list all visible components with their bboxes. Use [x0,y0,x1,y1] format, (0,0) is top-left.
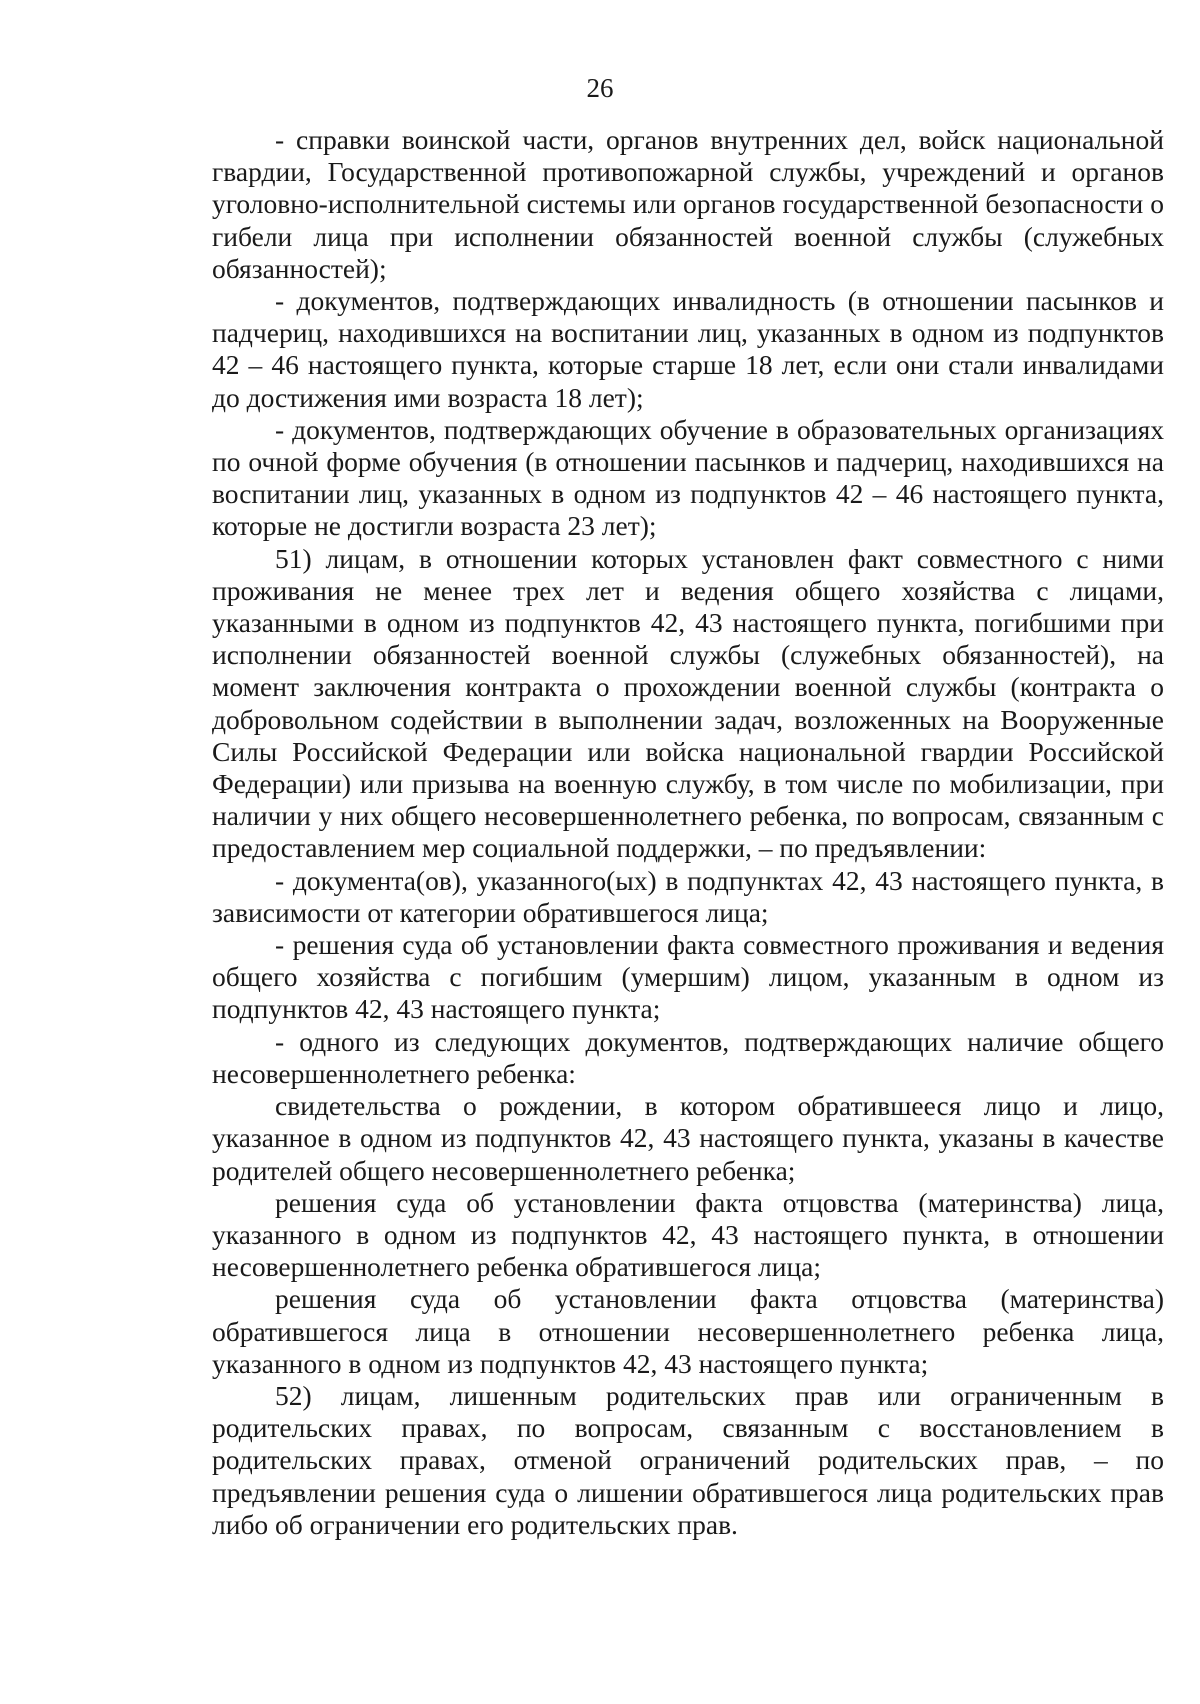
paragraph-paternity-decision-applicant: решения суда об установлении факта отцовства (материнства) обратившегося лица в отношении несовершеннолетнего ребенка лица, указанного в одном из подпунктов 42, 43 настоящего пункта; [212,1283,1164,1379]
paragraph-item-51: 51) лицам, в отношении которых установлен факт совместного с ними проживания не менее трех лет и ведения общего хозяйства с лицами, указанными в одном из подпунктов 42, 43 настоящего пункта, погибшими при исполнении обязанностей военной службы (служебных обязанностей), на момент заключения контракта о прохождении военной службы (контракта о добровольном содействии в выполнении задач, возложенных на Вооруженные Силы Российской Федерации или войска национальной гвардии Российской Федерации) или призыва на военную службу, в том числе по мобилизации, при наличии у них общего несовершеннолетнего ребенка, по вопросам, связанным с предоставлением мер социальной поддержки, – по предъявлении: [212,542,1164,864]
document-body [212,124,1164,1541]
paragraph-education-documents: - документов, подтверждающих обучение в образовательных организациях по очной форме обучения (в отношении пасынков и падчериц, находившихся на воспитании лиц, указанных в одном из подпунктов 42 – 46 настоящего пункта, которые не достигли возраста 23 лет); [212,413,1164,542]
page-number: 26 [586,73,614,103]
paragraph-birth-certificate: свидетельства о рождении, в котором обратившееся лицо и лицо, указанное в одном из подпунктов 42, 43 настоящего пункта, указаны в качестве родителей общего несовершеннолетнего ребенка; [212,1090,1164,1186]
paragraph-military-certificate: - справки воинской части, органов внутренних дел, войск национальной гвардии, Государственной противопожарной службы, учреждений и органов уголовно-исполнительной системы или органов государственной безопасности о гибели лица при исполнении обязанностей военной службы (служебных обязанностей); [212,124,1164,284]
paragraph-documents-items-42-43: - документа(ов), указанного(ых) в подпунктах 42, 43 настоящего пункта, в зависимости от категории обратившегося лица; [212,864,1164,928]
paragraph-court-decision-cohabitation: - решения суда об установлении факта совместного проживания и ведения общего хозяйства с погибшим (умершим) лицом, указанным в одном из подпунктов 42, 43 настоящего пункта; [212,929,1164,1025]
paragraph-paternity-decision-deceased: решения суда об установлении факта отцовства (материнства) лица, указанного в одном из подпунктов 42, 43 настоящего пункта, в отношении несовершеннолетнего ребенка обратившегося лица; [212,1186,1164,1283]
paragraph-common-child-documents: - одного из следующих документов, подтверждающих наличие общего несовершеннолетнего ребенка: [212,1025,1164,1089]
paragraph-disability-documents: - документов, подтверждающих инвалидность (в отношении пасынков и падчериц, находившихся на воспитании лиц, указанных в одном из подпунктов 42 – 46 настоящего пункта, которые старше 18 лет, если они стали инвалидами до достижения ими возраста 18 лет); [212,285,1164,413]
paragraph-item-52: 52) лицам, лишенным родительских прав или ограниченным в родительских правах, по вопросам, связанным с восстановлением в родительских правах, отменой ограничений родительских прав, – по предъявлении решения суда о лишении обратившегося лица родительских прав либо об ограничении его родительских прав. [212,1379,1164,1540]
